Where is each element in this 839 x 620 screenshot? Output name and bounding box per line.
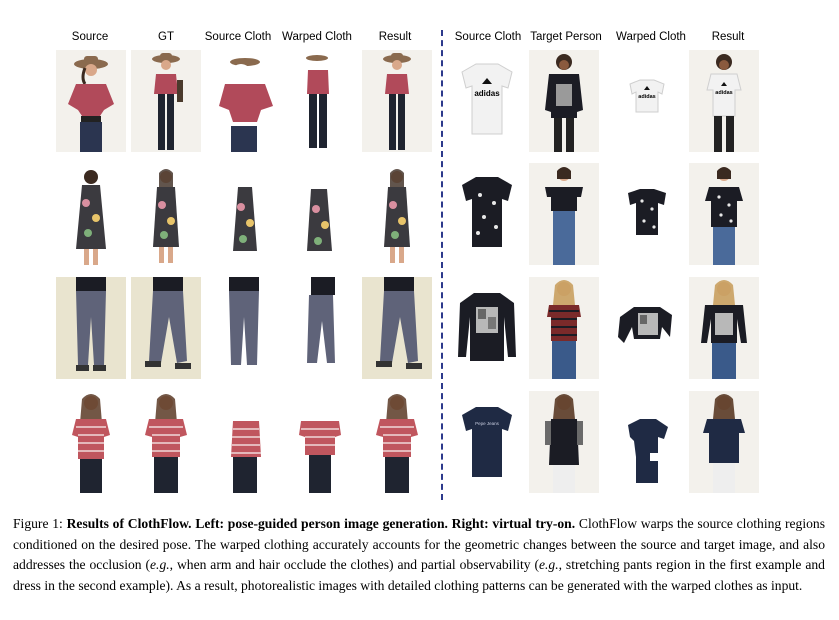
header-right-source-cloth: Source Cloth: [454, 31, 522, 43]
header-right-warped-cloth: Warped Cloth: [616, 31, 686, 43]
image-r1-right-result: [689, 50, 759, 152]
image-r1-warped-cloth: [285, 50, 355, 152]
image-r3-target-person: [529, 277, 599, 379]
image-r2-source-cloth: [211, 163, 281, 265]
caption-body-1: ClothFlow warps the source clothing regions conditioned on the desired pose. The warped clothing accurately accounts for the geometric changes between the source and target image, and also addresses the occlusion (: [13, 516, 825, 572]
header-source: Source: [71, 31, 109, 43]
image-r1-result: [362, 50, 432, 152]
header-warped-cloth: Warped Cloth: [282, 31, 352, 43]
tee-print-text: Pepe Jeans: [475, 421, 499, 426]
figure-caption: [13, 514, 825, 596]
image-r2-warped-cloth: [285, 163, 355, 265]
logo-text-3: adidas: [715, 90, 733, 96]
image-r4-target-person: [529, 391, 599, 493]
image-r2-source: [56, 163, 126, 265]
image-r4-right-warped-cloth: [612, 391, 682, 493]
caption-title: Results of ClothFlow. Left: pose-guided person image generation. Right: virtual try-on.: [66, 516, 576, 531]
logo-text-2: adidas: [638, 94, 656, 100]
image-r4-right-result: [689, 391, 759, 493]
logo-text-1: adidas: [474, 89, 500, 98]
image-r2-right-warped-cloth: [612, 163, 682, 265]
header-result: Result: [378, 31, 412, 43]
image-r2-right-result: [689, 163, 759, 265]
image-r4-right-source-cloth: [452, 391, 522, 493]
image-r4-result: [362, 391, 432, 493]
image-r2-target-person: [529, 163, 599, 265]
image-r2-result: [362, 163, 432, 265]
image-r1-right-warped-cloth: [612, 50, 682, 152]
caption-label: Figure 1:: [13, 516, 63, 531]
header-right-result: Result: [711, 31, 745, 43]
image-r1-source-cloth: [211, 50, 281, 152]
image-r1-target-person: [529, 50, 599, 152]
image-r2-gt: [131, 163, 201, 265]
caption-eg-2: e.g.: [539, 557, 559, 572]
image-r3-gt: [131, 277, 201, 379]
image-r1-right-source-cloth: [452, 50, 522, 152]
caption-body-3: , stretching pants region in the first example and dress in the second example). As a result, photorealistic images with detailed clothing patterns can be generated with the warped clothes as input.: [13, 557, 825, 593]
image-r4-source: [56, 391, 126, 493]
image-r3-source-cloth: [211, 277, 281, 379]
image-r4-warped-cloth: [285, 391, 355, 493]
section-divider: [441, 30, 443, 500]
image-r3-warped-cloth: [285, 277, 355, 379]
header-target-person: Target Person: [530, 31, 602, 43]
image-r1-source: [56, 50, 126, 152]
image-r3-source: [56, 277, 126, 379]
image-r4-gt: [131, 391, 201, 493]
image-r1-gt: [131, 50, 201, 152]
image-r3-right-result: [689, 277, 759, 379]
image-r4-source-cloth: [211, 391, 281, 493]
image-r3-right-source-cloth: [452, 277, 522, 379]
image-r2-right-source-cloth: [452, 163, 522, 265]
header-source-cloth: Source Cloth: [204, 31, 272, 43]
header-gt: GT: [158, 31, 174, 43]
image-r3-result: [362, 277, 432, 379]
caption-body-2: , when arm and hair occlude the clothes) and partial observability (: [169, 557, 539, 572]
caption-eg-1: e.g.: [150, 557, 170, 572]
image-r3-right-warped-cloth: [612, 277, 682, 379]
